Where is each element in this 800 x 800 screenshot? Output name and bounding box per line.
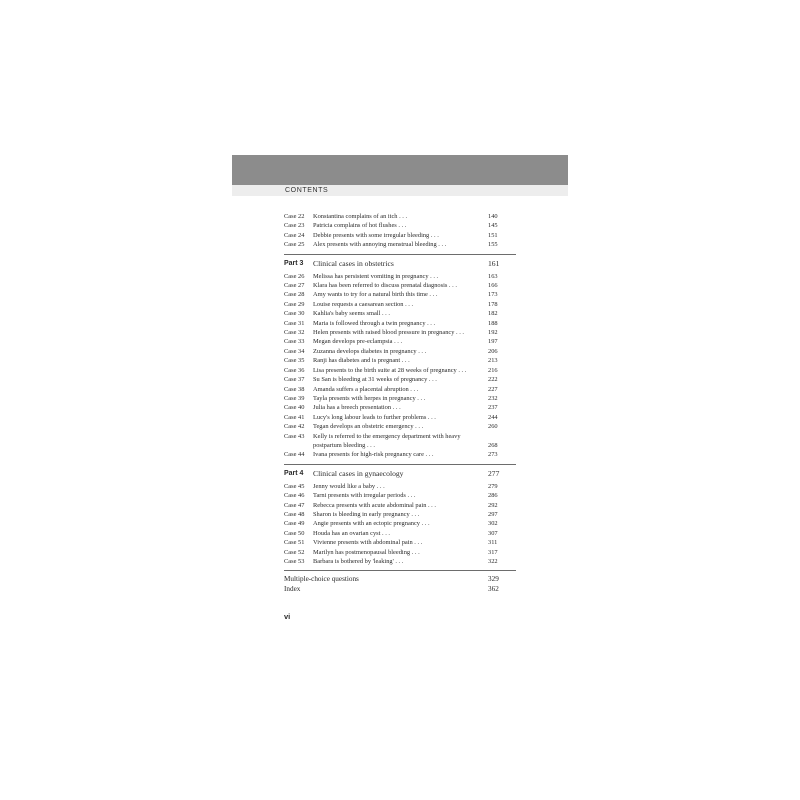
toc-entry (284, 281, 516, 290)
case-title: Melissa has persistent vomiting in pregnancy . . . (313, 272, 439, 280)
toc-entry (284, 300, 516, 309)
case-number: Case 30 (284, 310, 305, 318)
toc-entry (284, 510, 516, 519)
running-head: CONTENTS (285, 187, 329, 194)
case-number: Case 26 (284, 272, 305, 280)
page-number: 155 (488, 241, 498, 249)
case-number: Case 47 (284, 501, 305, 509)
toc-entry (284, 385, 516, 394)
header-band (232, 155, 568, 185)
case-title: Konstantina complains of an itch . . . (313, 213, 408, 220)
page-number: 311 (488, 539, 498, 547)
case-number: Case 37 (284, 376, 305, 384)
toc-entry (284, 221, 516, 230)
page-number: 244 (488, 413, 498, 421)
toc-entry (284, 548, 516, 557)
case-number: Case 50 (284, 529, 305, 537)
toc-entry (284, 519, 516, 528)
case-number: Case 52 (284, 548, 305, 556)
case-title: Sharon is bleeding in early pregnancy . . . (313, 510, 420, 518)
toc-entry (284, 491, 516, 500)
page-number: 329 (488, 575, 499, 584)
case-number: Case 29 (284, 300, 305, 308)
case-number: Case 35 (284, 357, 305, 365)
back-matter-title: Multiple-choice questions (284, 575, 359, 584)
case-title: Rebecca presents with acute abdominal pain . . . (313, 501, 436, 509)
case-number: Case 46 (284, 492, 305, 500)
section-divider (284, 254, 516, 255)
case-title: Lisa presents to the birth suite at 28 weeks of pregnancy . . . (313, 366, 467, 374)
toc-entry (284, 231, 516, 240)
case-title: Klara has been referred to discuss prenatal diagnosis . . . (313, 282, 457, 290)
toc-entry (284, 240, 516, 249)
case-title: Amy wants to try for a natural birth this time . . . (313, 291, 438, 299)
case-number: Case 44 (284, 451, 305, 459)
table-of-contents (284, 212, 516, 595)
toc-entry (284, 290, 516, 299)
page-number: 302 (488, 520, 498, 528)
part-label: Part 3 (284, 259, 304, 267)
toc-entry (284, 319, 516, 328)
case-title: Maria is followed through a twin pregnancy . . . (313, 319, 436, 327)
case-title: Julia has a breech presentation . . . (313, 404, 401, 412)
case-number: Case 38 (284, 385, 305, 393)
case-title: Lucy's long labour leads to further problems . . . (313, 413, 436, 421)
case-title: Barbara is bothered by 'leaking' . . . (313, 558, 404, 565)
page-number: 163 (488, 272, 498, 280)
case-title: Su San is bleeding at 31 weeks of pregnancy . . . (313, 376, 437, 384)
case-number: Case 34 (284, 347, 305, 355)
page-number: 307 (488, 529, 498, 537)
case-title: Vivienne presents with abdominal pain . . . (313, 539, 423, 547)
case-title: Houda has an ovarian cyst . . . (313, 529, 391, 537)
toc-entry (284, 529, 516, 538)
case-number: Case 49 (284, 520, 305, 528)
toc-entry (284, 538, 516, 547)
toc-entry (284, 212, 516, 221)
case-number: Case 39 (284, 394, 305, 402)
case-number: Case 25 (284, 241, 305, 249)
section-divider (284, 464, 516, 465)
case-number: Case 45 (284, 482, 305, 490)
case-title: Ranji has diabetes and is pregnant . . . (313, 357, 410, 365)
page-number: 188 (488, 319, 498, 327)
page-number: 178 (488, 300, 498, 308)
page-number: 140 (488, 213, 498, 220)
part-title: Clinical cases in obstetrics (313, 258, 394, 268)
page-number: 173 (488, 291, 498, 299)
case-title: Helen presents with raised blood pressure in pregnancy . . . (313, 329, 465, 337)
toc-entry (284, 356, 516, 365)
page-number: 279 (488, 482, 498, 490)
case-number: Case 32 (284, 329, 305, 337)
case-number: Case 48 (284, 510, 305, 518)
case-title: Debbie presents with some irregular bleeding . . . (313, 231, 439, 239)
back-matter-entry (284, 585, 516, 595)
page-number: 192 (488, 329, 498, 337)
page-number: 297 (488, 510, 498, 518)
case-number: Case 28 (284, 291, 305, 299)
page-folio: vi (284, 612, 291, 621)
toc-entry (284, 366, 516, 375)
case-title: Jenny would like a baby . . . (313, 482, 385, 490)
part3-case-list (284, 272, 516, 460)
case-title: Angie presents with an ectopic pregnancy . . . (313, 520, 430, 528)
case-number: Case 22 (284, 213, 305, 220)
page-number: 166 (488, 282, 498, 290)
page-number: 232 (488, 394, 498, 402)
toc-entry (284, 482, 516, 491)
header-strip (232, 185, 568, 196)
case-title: Tegan develops an obstetric emergency . . . (313, 423, 424, 431)
page-number: 237 (488, 404, 498, 412)
part-page: 161 (488, 258, 500, 268)
toc-entry (284, 432, 516, 451)
toc-entry (284, 501, 516, 510)
toc-entry (284, 309, 516, 318)
part-label: Part 4 (284, 469, 304, 477)
part-page: 277 (488, 468, 500, 478)
toc-entry (284, 403, 516, 412)
case-title: Zuzanna develops diabetes in pregnancy . . . (313, 347, 427, 355)
case-number: Case 23 (284, 222, 305, 230)
case-number: Case 40 (284, 404, 305, 412)
case-title: Amanda suffers a placental abruption . . . (313, 385, 419, 393)
case-title: Louise requests a caesarean section . . . (313, 300, 414, 308)
case-title: Tarni presents with irregular periods . . . (313, 492, 416, 500)
case-title: Megan develops pre-eclampsia . . . (313, 338, 403, 346)
case-title: Kelly is referred to the emergency department with heavy postpartum bleeding . . . (313, 432, 461, 449)
case-number: Case 27 (284, 282, 305, 290)
case-title: Ivana presents for high-risk pregnancy care . . . (313, 451, 434, 459)
page-number: 286 (488, 492, 498, 500)
case-title: Alex presents with annoying menstrual bleeding . . . (313, 241, 447, 249)
case-title: Tayla presents with herpes in pregnancy . . . (313, 394, 426, 402)
page-number: 322 (488, 558, 498, 565)
page-number: 216 (488, 366, 498, 374)
part-heading (284, 468, 516, 479)
toc-entry (284, 337, 516, 346)
part-title: Clinical cases in gynaecology (313, 468, 404, 478)
toc-entry (284, 422, 516, 431)
page-number: 260 (488, 423, 498, 431)
toc-entry (284, 328, 516, 337)
case-number: Case 42 (284, 423, 305, 431)
case-number: Case 51 (284, 539, 305, 547)
page-number: 268 (488, 441, 498, 449)
toc-entry (284, 413, 516, 422)
case-number: Case 41 (284, 413, 305, 421)
case-number: Case 53 (284, 558, 305, 565)
back-matter-entry (284, 575, 516, 585)
part2-tail-list (284, 212, 516, 250)
case-number: Case 43 (284, 432, 305, 440)
page-number: 227 (488, 385, 498, 393)
toc-entry (284, 394, 516, 403)
case-title: Kahlia's baby seems small . . . (313, 310, 390, 318)
page-number: 145 (488, 222, 498, 230)
case-number: Case 36 (284, 366, 305, 374)
case-number: Case 31 (284, 319, 305, 327)
back-matter-title: Index (284, 585, 301, 593)
case-title: Patricia complains of hot flushes . . . (313, 222, 407, 230)
part-heading (284, 258, 516, 269)
page-number: 362 (488, 585, 499, 593)
case-number: Case 33 (284, 338, 305, 346)
page-number: 197 (488, 338, 498, 346)
case-title: Marilyn has postmenopausal bleeding . . . (313, 548, 420, 556)
page-number: 317 (488, 548, 498, 556)
page-number: 222 (488, 376, 498, 384)
page-number: 292 (488, 501, 498, 509)
toc-entry (284, 557, 516, 566)
toc-entry (284, 375, 516, 384)
page-number: 213 (488, 357, 498, 365)
case-number: Case 24 (284, 231, 305, 239)
page-number: 206 (488, 347, 498, 355)
toc-entry (284, 450, 516, 459)
page-number: 182 (488, 310, 498, 318)
page-number: 151 (488, 231, 498, 239)
toc-entry (284, 347, 516, 356)
toc-entry (284, 272, 516, 281)
page-number: 273 (488, 451, 498, 459)
part4-case-list (284, 482, 516, 567)
